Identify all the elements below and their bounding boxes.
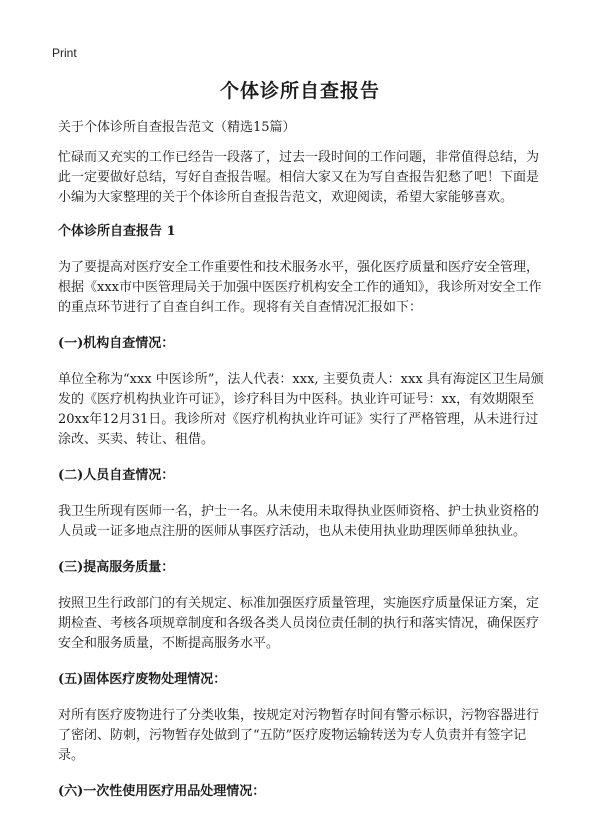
report-heading: 个体诊所自查报告 1 (58, 224, 176, 239)
intro-paragraph: 忙碌而又充实的工作已经告一段落了，过去一段时间的工作问题，非常值得总结，为此一定要做好总结，写好自查报告喔。相信大家又在为写自查报告犯愁了吧！下面是小编为大家整理的关于个体诊所自查报告范文，欢迎阅读，希望大家能够喜欢。 (58, 150, 540, 205)
section-body-institution: 单位全称为“xxx 中医诊所”，法人代表：xxx, 主要负责人：xxx 具有海淀区卫生局颁发的《医疗机构执业许可证》，诊疗科目为中医科。执业许可证号：xx，有效期限至20xx年12月31日。我诊所对《医疗机构执业许可证》实行了严格管理，从未进行过涂改、买卖、转让、租借。 (58, 372, 544, 447)
section-heading-personnel: (二)人员自查情况： (58, 468, 175, 483)
document-subtitle: 关于个体诊所自查报告范文（精选15篇） (58, 120, 296, 135)
section-body-medical-waste: 对所有医疗废物进行了分类收集，按规定对污物暂存时间有警示标识，污物容器进行了密闭、防刺，污物暂存处做到了“五防”医疗废物运输转送为专人负责并有签字记录。 (58, 708, 540, 763)
report-intro-paragraph: 为了要提高对医疗安全工作重要性和技术服务水平，强化医疗质量和医疗安全管理，根据《xxx市中医管理局关于加强中医医疗机构安全工作的通知》，我诊所对安全工作的重点环节进行了自查自纠工作。现将有关自查情况汇报如下： (58, 260, 542, 315)
section-heading-service-quality: (三)提高服务质量： (58, 560, 175, 575)
section-body-service-quality: 按照卫生行政部门的有关规定、标准加强医疗质量管理，实施医疗质量保证方案，定期检查、考核各项规章制度和各级各类人员岗位责任制的执行和落实情况，确保医疗安全和服务质量，不断提高服务水平。 (58, 596, 540, 651)
print-link[interactable]: Print (52, 46, 77, 60)
section-heading-medical-waste: (五)固体医疗废物处理情况： (58, 672, 227, 687)
section-body-personnel: 我卫生所现有医师一名，护士一名。从未使用未取得执业医师资格、护士执业资格的人员或一证多地点注册的医师从事医疗活动，也从未使用执业助理医师单独执业。 (58, 504, 540, 539)
page-title: 个体诊所自查报告 (219, 80, 380, 102)
section-heading-institution: (一)机构自查情况： (58, 336, 175, 351)
document-body (58, 118, 550, 818)
section-heading-disposable-supplies: (六)一次性使用医疗用品处理情况： (58, 784, 266, 799)
